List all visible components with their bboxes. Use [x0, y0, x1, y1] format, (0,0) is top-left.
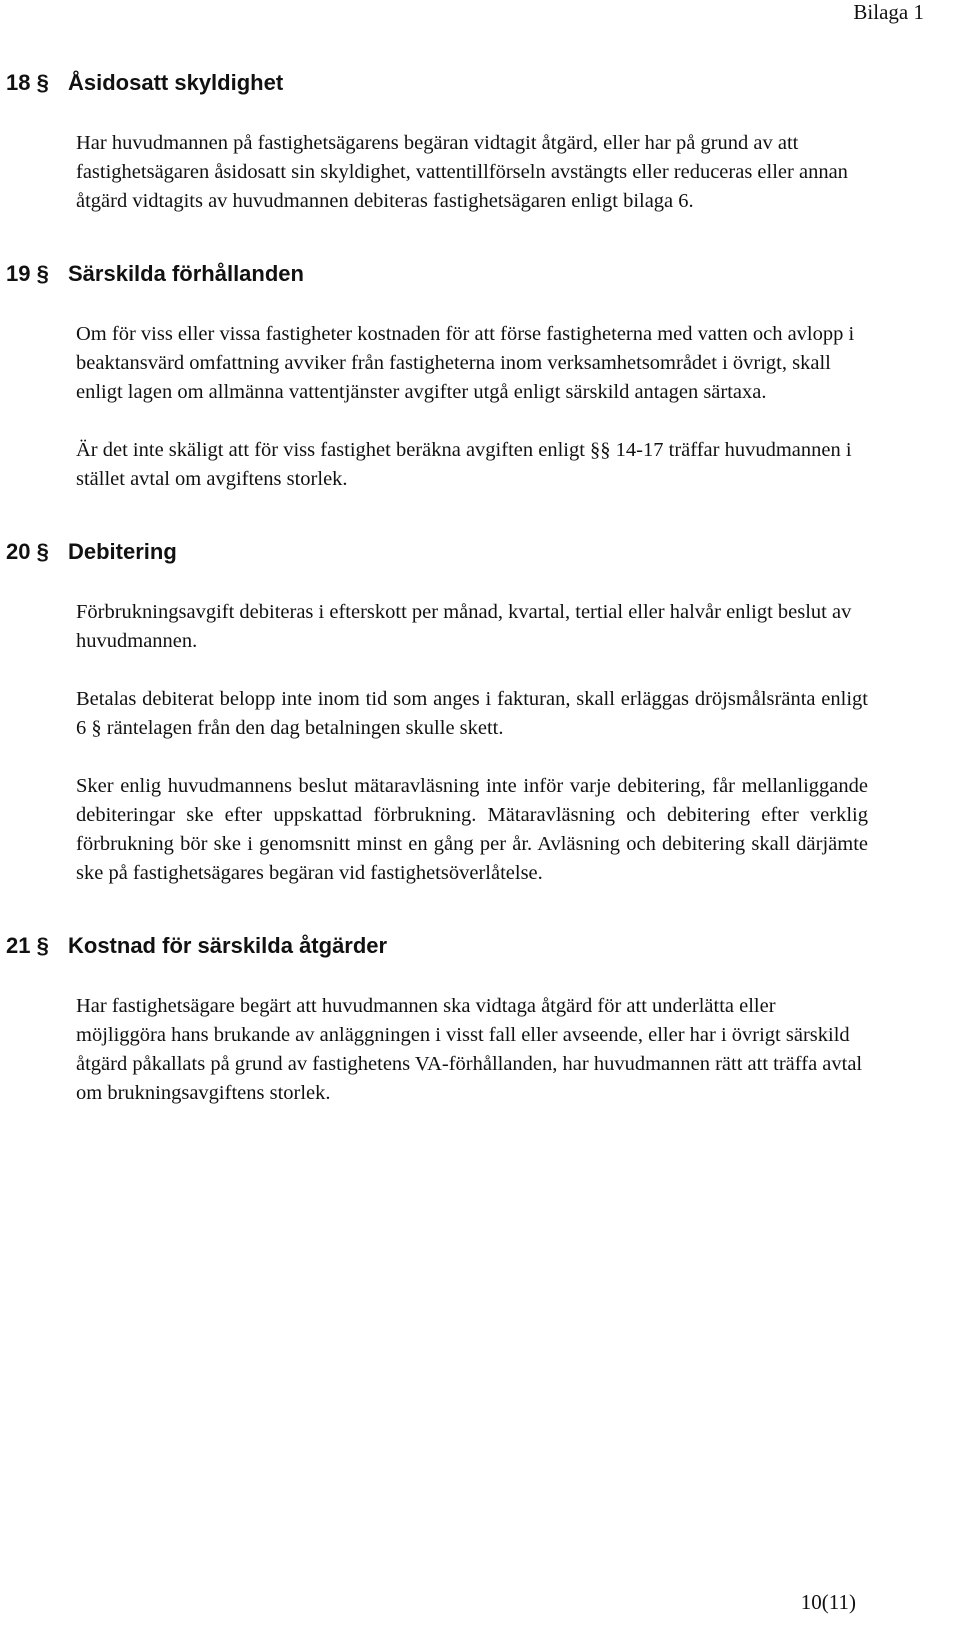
page-number: 10(11): [800, 1590, 856, 1614]
paragraph: Sker enlig huvudmannens beslut mätaravläsning inte inför varje debitering, får mellanliggande debiteringar ske efter uppskattad förbrukning. Mätaravläsning och debitering efter verklig förbrukning bör ske i genomsnitt minst en gång per år. Avläsning och debitering skall därjämte ske på fastighetsägares begäran vid fastighetsöverlåtelse.: [76, 775, 868, 884]
section-number: 20 §: [6, 539, 49, 564]
section-heading: [6, 531, 886, 573]
appendix-label: Bilaga 1: [853, 0, 924, 24]
section-number: 21 §: [6, 933, 49, 958]
section-19: [6, 253, 886, 494]
paragraph: Betalas debiterat belopp inte inom tid som anges i fakturan, skall erläggas dröjsmålsränta enligt 6 § räntelagen från den dag betalningen skulle skett.: [76, 688, 868, 739]
paragraph: Om för viss eller vissa fastigheter kostnaden för att förse fastigheterna med vatten och avlopp i beaktansvärd omfattning avviker från fastigheterna inom verksamhetsområdet i övrigt, skall enligt lagen om allmänna vattentjänster avgifter utgå enligt särskild antagen särtaxa.: [76, 323, 855, 403]
section-title: Kostnad för särskilda åtgärder: [68, 933, 388, 958]
section-title: Särskilda förhållanden: [68, 261, 304, 286]
paragraph: Har huvudmannen på fastighetsägarens begäran vidtagit åtgärd, eller har på grund av att fastighetsägaren åsidosatt sin skyldighet, vattentillförseln avstängts eller reduceras eller annan åtgärd vidtagits av huvudmannen debiteras fastighetsägaren enligt bilaga 6.: [76, 132, 848, 212]
document-body: [6, 62, 886, 1108]
section-heading: [6, 62, 886, 104]
section-heading: [6, 253, 886, 295]
section-number: 18 §: [6, 70, 49, 95]
section-heading: [6, 925, 886, 967]
section-number: 19 §: [6, 261, 49, 286]
section-20: [6, 531, 886, 888]
paragraph: Förbrukningsavgift debiteras i efterskott per månad, kvartal, tertial eller halvår enligt beslut av huvudmannen.: [76, 601, 852, 652]
section-title: Åsidosatt skyldighet: [68, 70, 284, 95]
section-18: [6, 62, 886, 216]
section-title: Debitering: [68, 539, 177, 564]
paragraph: Har fastighetsägare begärt att huvudmannen ska vidtaga åtgärd för att underlätta eller möjliggöra hans brukande av anläggningen i visst fall eller avseende, eller har i övrigt särskild åtgärd påkallats på grund av fastighetens VA-förhållanden, har huvudmannen rätt att träffa avtal om brukningsavgiftens storlek.: [76, 995, 863, 1104]
paragraph: Är det inte skäligt att för viss fastighet beräkna avgiften enligt §§ 14-17 träffar huvudmannen i stället avtal om avgiftens storlek.: [76, 439, 852, 490]
section-21: [6, 925, 886, 1108]
